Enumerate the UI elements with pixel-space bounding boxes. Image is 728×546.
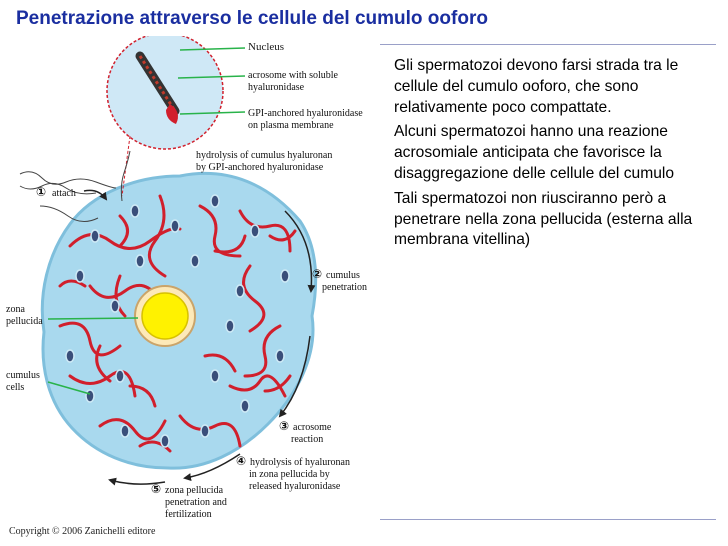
step5-label-line2: penetration and bbox=[165, 497, 227, 508]
slide-title: Penetrazione attraverso le cellule del cumulo ooforo bbox=[16, 8, 488, 29]
label-acrosome-line1: acrosome with soluble bbox=[248, 70, 338, 81]
step5-label-line1: zona pellucida bbox=[165, 485, 224, 496]
label-cumulus-line1: cumulus bbox=[6, 370, 40, 381]
fertilization-diagram bbox=[0, 36, 380, 522]
step1-number: ① bbox=[36, 185, 47, 199]
label-gpi-line2: on plasma membrane bbox=[248, 120, 334, 131]
step3-label-line2: reaction bbox=[291, 434, 324, 445]
label-gpi-line1: GPI-anchored hyaluronidase bbox=[248, 108, 363, 119]
step2-label-line1: cumulus bbox=[326, 270, 360, 281]
explanation-text bbox=[394, 56, 694, 255]
egg-cell bbox=[142, 293, 188, 339]
step3-number: ③ bbox=[279, 419, 290, 433]
step5-number: ⑤ bbox=[151, 482, 162, 496]
step4-label-line3: released hyaluronidase bbox=[249, 481, 341, 492]
step4-number: ④ bbox=[236, 454, 247, 468]
paragraph-2: Alcuni spermatozoi hanno una reazione acrosomiale anticipata che favorisce la disaggregazione delle cellule del cumulo bbox=[394, 123, 675, 182]
step4-label-line2: in zona pellucida by bbox=[249, 469, 330, 480]
paragraph-3: Tali spermatozoi non riusciranno però a penetrare nella zona pellucida (esterna alla membrana vitellina) bbox=[394, 189, 693, 249]
label-acrosome-line2: hyaluronidase bbox=[248, 82, 305, 93]
paragraph-1: Gli spermatozoi devono farsi strada tra le cellule del cumulo ooforo, che sono relativamente poco compattate. bbox=[394, 57, 679, 116]
step3-label-line1: acrosome bbox=[293, 422, 332, 433]
label-cumulus-line2: cells bbox=[6, 382, 25, 393]
label-zona-line2: pellucida bbox=[6, 316, 43, 327]
top-divider bbox=[380, 44, 716, 45]
label-hydrolysis-line1: hydrolysis of cumulus hyaluronan bbox=[196, 150, 333, 161]
label-nucleus: Nucleus bbox=[248, 41, 285, 53]
step1-label: attach bbox=[52, 188, 76, 199]
label-hydrolysis-line2: by GPI-anchored hyaluronidase bbox=[196, 162, 324, 173]
step5-label-line3: fertilization bbox=[165, 509, 212, 520]
bottom-divider bbox=[380, 519, 716, 520]
step2-label-line2: penetration bbox=[322, 282, 367, 293]
copyright-notice: Copyright © 2006 Zanichelli editore bbox=[9, 526, 156, 537]
label-zona-line1: zona bbox=[6, 304, 25, 315]
step2-number: ② bbox=[312, 267, 323, 281]
step4-label-line1: hydrolysis of hyaluronan bbox=[250, 457, 350, 468]
